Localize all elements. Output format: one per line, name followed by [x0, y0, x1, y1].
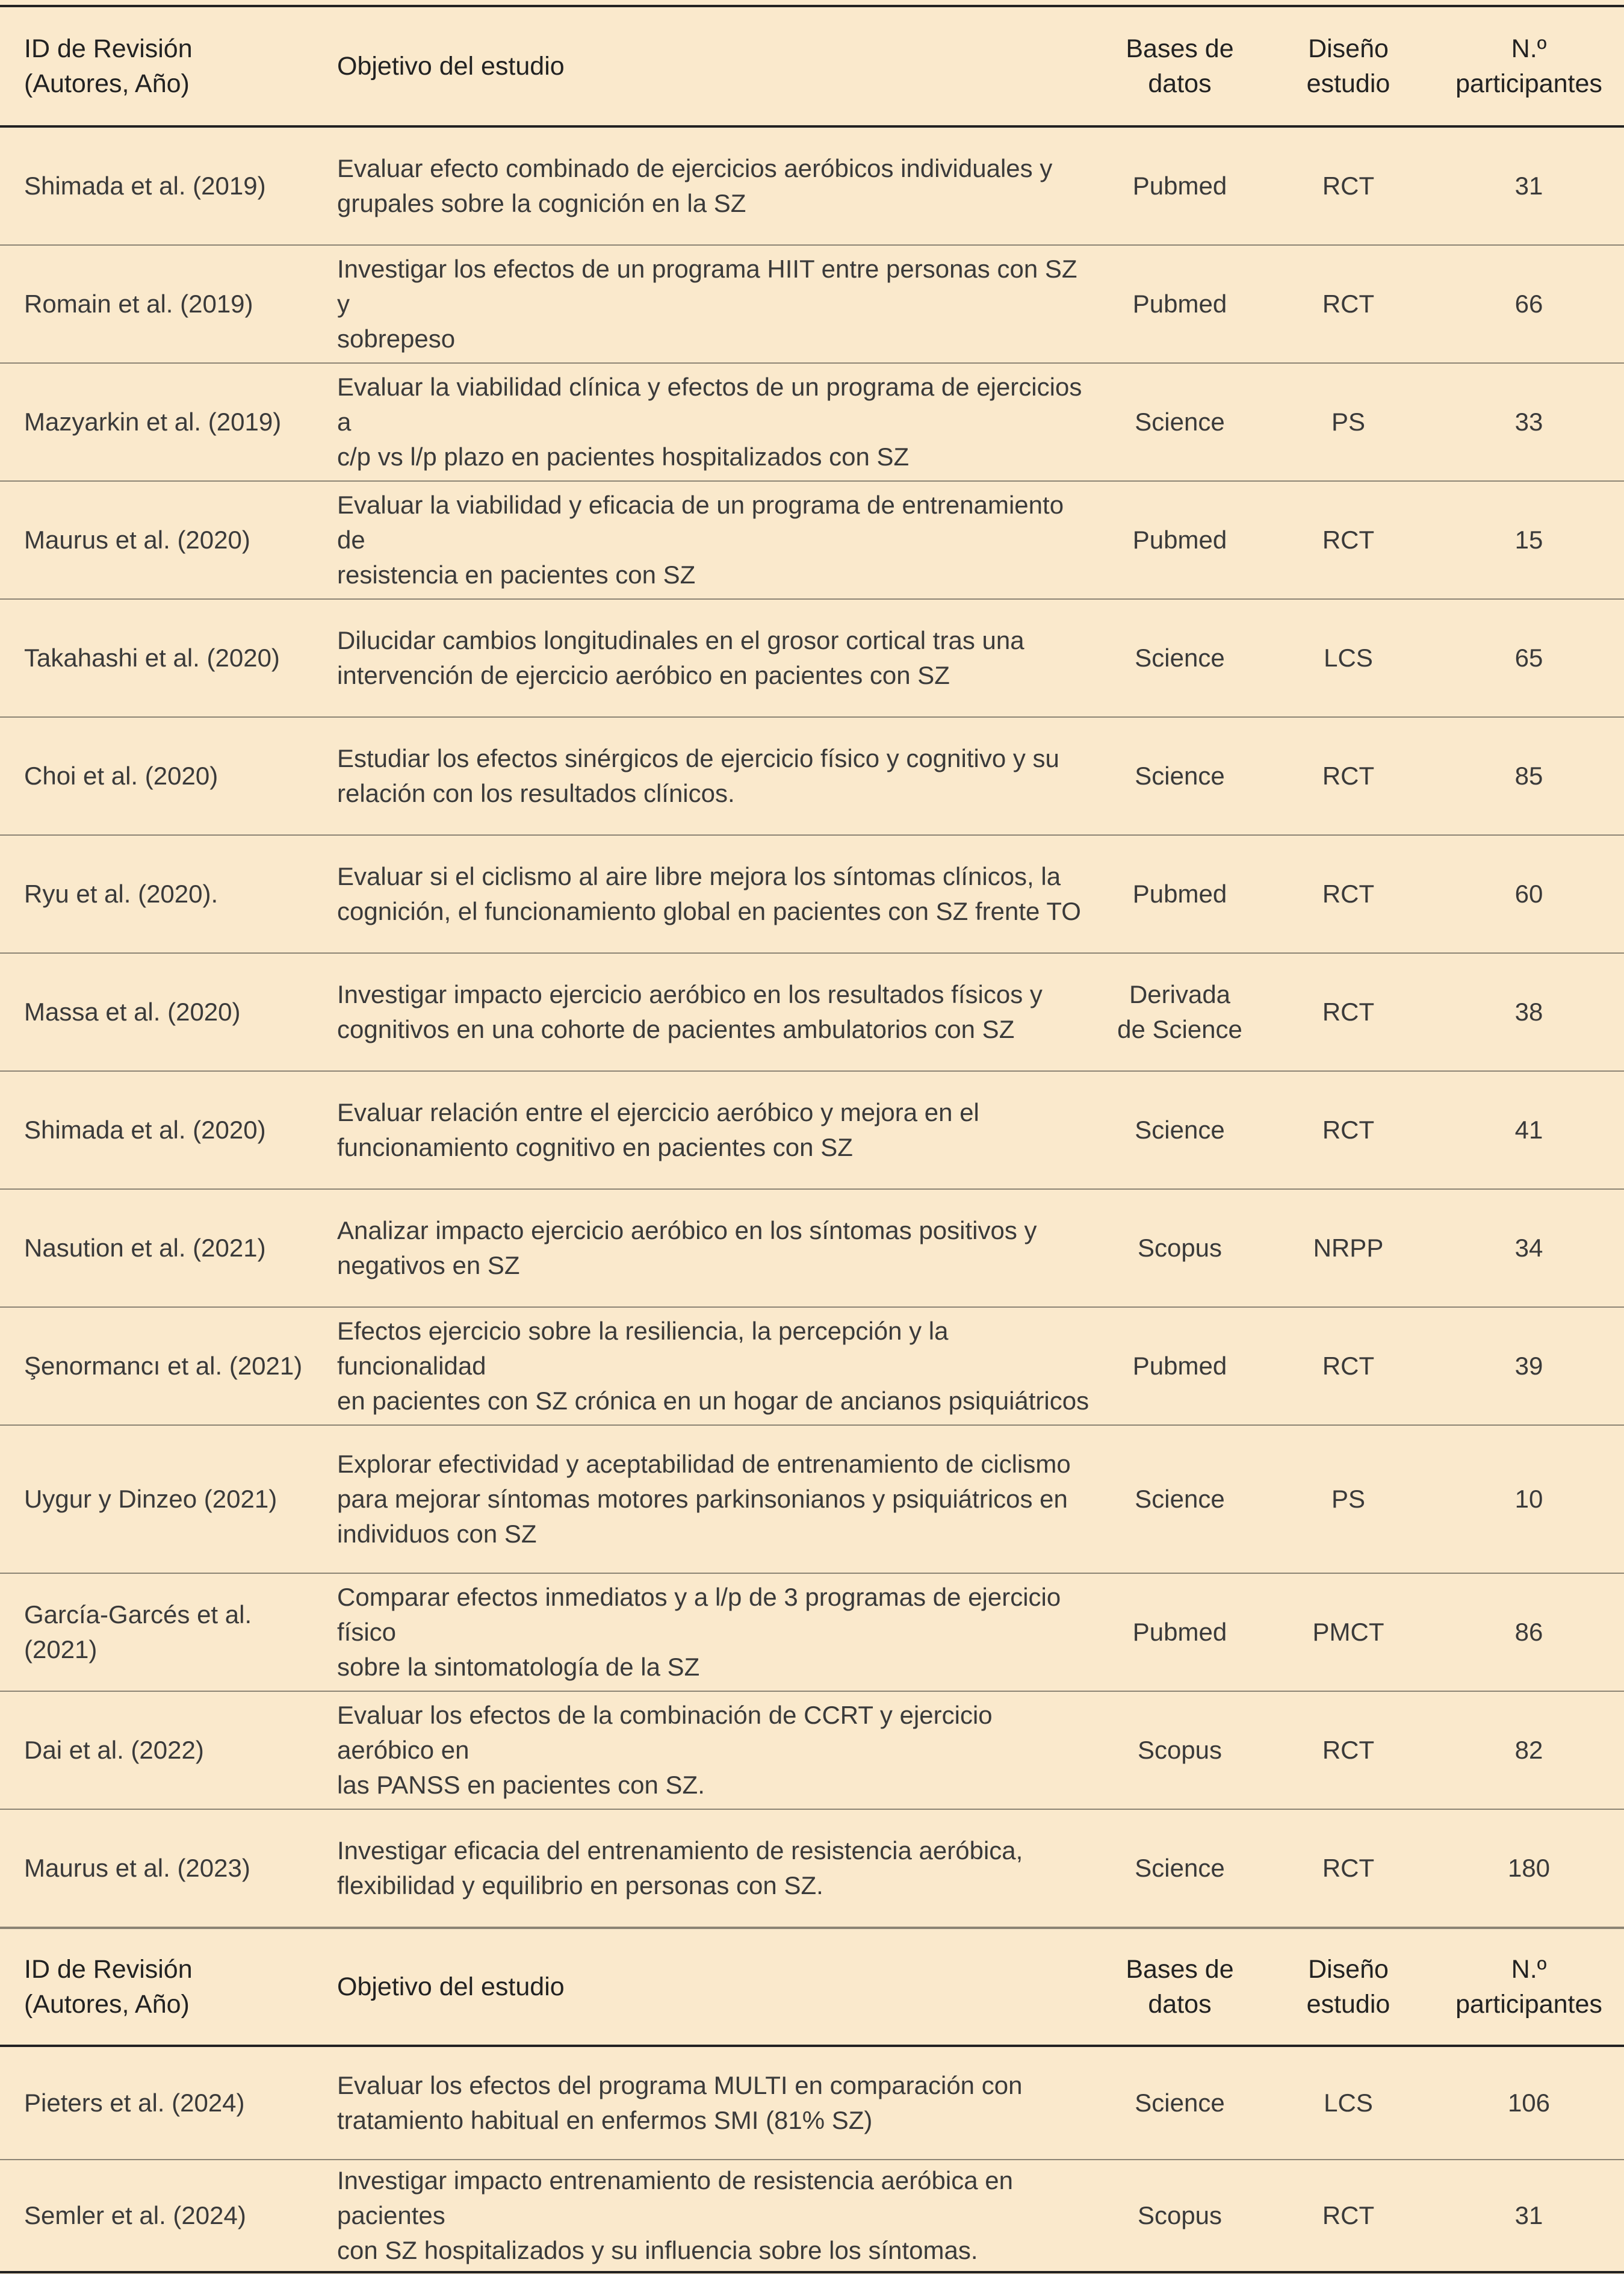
table-row	[0, 1692, 1624, 1810]
cell-databases: Science	[1135, 408, 1225, 436]
cell-participants: 85	[1514, 762, 1543, 790]
cell-design: NRPP	[1313, 1234, 1384, 1262]
cell-design: RCT	[1322, 2201, 1375, 2229]
cell-design: RCT	[1322, 1854, 1375, 1882]
header-id: ID de Revisión (Autores, Año)	[24, 1955, 193, 2019]
header-participants: N.º participantes	[1455, 1955, 1602, 2019]
table-row	[0, 1190, 1624, 1308]
cell-design: RCT	[1322, 1352, 1375, 1380]
cell-design: LCS	[1324, 644, 1373, 672]
cell-objective: Investigar impacto entrenamiento de resistencia aeróbica en pacientes con SZ hospitalizados y su influencia sobre los síntomas.	[337, 2166, 1013, 2264]
table-header-repeat	[0, 1928, 1624, 2047]
cell-design: RCT	[1322, 290, 1375, 318]
cell-databases: Science	[1135, 1854, 1225, 1882]
table-row	[0, 1308, 1624, 1426]
cell-id: Takahashi et al. (2020)	[24, 644, 280, 672]
header-databases: Bases de datos	[1126, 1955, 1234, 2019]
cell-design: RCT	[1322, 1736, 1375, 1764]
cell-objective: Investigar los efectos de un programa HIIT entre personas con SZ y sobrepeso	[337, 255, 1077, 353]
table-row	[0, 128, 1624, 246]
cell-objective: Evaluar relación entre el ejercicio aeróbico y mejora en el funcionamiento cognitivo en pacientes con SZ	[337, 1098, 979, 1161]
cell-objective: Dilucidar cambios longitudinales en el grosor cortical tras una intervención de ejercicio aeróbico en pacientes con SZ	[337, 626, 1024, 689]
cell-design: RCT	[1322, 880, 1375, 908]
cell-databases: Science	[1135, 644, 1225, 672]
cell-participants: 106	[1507, 2089, 1551, 2117]
cell-databases: Science	[1135, 762, 1225, 790]
cell-design: RCT	[1322, 526, 1375, 554]
cell-objective: Comparar efectos inmediatos y a l/p de 3 programas de ejercicio físico sobre la sintomatología de la SZ	[337, 1583, 1061, 1681]
cell-participants: 66	[1514, 290, 1543, 318]
cell-id: Uygur y Dinzeo (2021)	[24, 1485, 277, 1513]
cell-id: Maurus et al. (2023)	[24, 1854, 250, 1882]
cell-id: Shimada et al. (2019)	[24, 172, 266, 200]
table-row	[0, 2047, 1624, 2160]
cell-databases: Scopus	[1137, 1234, 1223, 1262]
cell-id: Massa et al. (2020)	[24, 998, 241, 1026]
cell-objective: Evaluar los efectos de la combinación de CCRT y ejercicio aeróbico en las PANSS en pacientes con SZ.	[337, 1701, 993, 1799]
header-participants: N.º participantes	[1455, 34, 1602, 98]
cell-objective: Evaluar la viabilidad y eficacia de un programa de entrenamiento de resistencia en pacientes con SZ	[337, 491, 1064, 589]
cell-databases: Pubmed	[1132, 172, 1227, 200]
cell-id: Semler et al. (2024)	[24, 2201, 246, 2229]
cell-design: RCT	[1322, 1116, 1375, 1144]
cell-participants: 39	[1514, 1352, 1543, 1380]
table-row	[0, 364, 1624, 482]
cell-id: Romain et al. (2019)	[24, 290, 253, 318]
table-row	[0, 1810, 1624, 1928]
cell-participants: 33	[1514, 408, 1543, 436]
cell-participants: 10	[1514, 1485, 1543, 1513]
cell-participants: 86	[1514, 1618, 1543, 1646]
cell-objective: Evaluar efecto combinado de ejercicios aeróbicos individuales y grupales sobre la cognición en la SZ	[337, 154, 1053, 217]
cell-objective: Explorar efectividad y aceptabilidad de entrenamiento de ciclismo para mejorar síntomas motores parkinsonianos y psiquiátricos en individuos con SZ	[337, 1450, 1071, 1548]
cell-design: PS	[1331, 1485, 1366, 1513]
cell-databases: Pubmed	[1132, 1352, 1227, 1380]
cell-databases: Science	[1135, 1485, 1225, 1513]
cell-participants: 31	[1514, 2201, 1543, 2229]
cell-databases: Pubmed	[1132, 1618, 1227, 1646]
table-header	[0, 5, 1624, 128]
table-row	[0, 2160, 1624, 2273]
table-row	[0, 836, 1624, 954]
cell-objective: Estudiar los efectos sinérgicos de ejercicio físico y cognitivo y su relación con los resultados clínicos.	[337, 744, 1059, 807]
cell-id: Maurus et al. (2020)	[24, 526, 250, 554]
cell-databases: Science	[1135, 1116, 1225, 1144]
cell-participants: 180	[1507, 1854, 1551, 1882]
cell-participants: 38	[1514, 998, 1543, 1026]
header-objective: Objetivo del estudio	[337, 1972, 565, 2001]
cell-databases: Pubmed	[1132, 880, 1227, 908]
cell-participants: 60	[1514, 880, 1543, 908]
cell-design: RCT	[1322, 998, 1375, 1026]
cell-databases: Science	[1135, 2089, 1225, 2117]
cell-participants: 34	[1514, 1234, 1543, 1262]
cell-id: Pieters et al. (2024)	[24, 2089, 245, 2117]
cell-id: Ryu et al. (2020).	[24, 880, 218, 908]
cell-databases: Scopus	[1137, 2201, 1223, 2229]
cell-participants: 41	[1514, 1116, 1543, 1144]
cell-objective: Efectos ejercicio sobre la resiliencia, la percepción y la funcionalidad en pacientes con SZ crónica en un hogar de ancianos psiquiátricos	[337, 1317, 1089, 1415]
cell-design: PS	[1331, 408, 1366, 436]
table-row	[0, 1072, 1624, 1190]
cell-databases: Derivada de Science	[1117, 980, 1242, 1043]
cell-databases: Pubmed	[1132, 290, 1227, 318]
cell-design: LCS	[1324, 2089, 1373, 2117]
header-design: Diseño estudio	[1306, 1955, 1390, 2019]
header-id: ID de Revisión (Autores, Año)	[24, 34, 193, 98]
cell-objective: Investigar impacto ejercicio aeróbico en los resultados físicos y cognitivos en una cohorte de pacientes ambulatorios con SZ	[337, 980, 1043, 1043]
header-databases: Bases de datos	[1126, 34, 1234, 98]
cell-objective: Analizar impacto ejercicio aeróbico en los síntomas positivos y negativos en SZ	[337, 1216, 1037, 1279]
header-objective: Objetivo del estudio	[337, 52, 565, 81]
cell-participants: 31	[1514, 172, 1543, 200]
cell-design: RCT	[1322, 172, 1375, 200]
table-row	[0, 600, 1624, 718]
cell-databases: Scopus	[1137, 1736, 1223, 1764]
cell-id: Nasution et al. (2021)	[24, 1234, 266, 1262]
table-row	[0, 482, 1624, 600]
cell-design: RCT	[1322, 762, 1375, 790]
header-design: Diseño estudio	[1306, 34, 1390, 98]
cell-objective: Evaluar la viabilidad clínica y efectos de un programa de ejercicios a c/p vs l/p plazo en pacientes hospitalizados con SZ	[337, 373, 1082, 471]
studies-table	[0, 5, 1624, 2273]
cell-id: Dai et al. (2022)	[24, 1736, 204, 1764]
cell-objective: Investigar eficacia del entrenamiento de resistencia aeróbica, flexibilidad y equilibrio en personas con SZ.	[337, 1836, 1023, 1900]
cell-id: Mazyarkin et al. (2019)	[24, 408, 282, 436]
cell-participants: 15	[1514, 526, 1543, 554]
cell-objective: Evaluar si el ciclismo al aire libre mejora los síntomas clínicos, la cognición, el funcionamiento global en pacientes con SZ frente TO	[337, 862, 1081, 925]
cell-databases: Pubmed	[1132, 526, 1227, 554]
table-row	[0, 718, 1624, 836]
cell-id: Şenormancı et al. (2021)	[24, 1352, 303, 1380]
cell-design: PMCT	[1312, 1618, 1384, 1646]
cell-objective: Evaluar los efectos del programa MULTI en comparación con tratamiento habitual en enfermos SMI (81% SZ)	[337, 2071, 1023, 2134]
table-row	[0, 246, 1624, 364]
cell-participants: 82	[1514, 1736, 1543, 1764]
table-row	[0, 1426, 1624, 1574]
cell-id: García-Garcés et al. (2021)	[24, 1600, 252, 1664]
table-row	[0, 954, 1624, 1072]
cell-participants: 65	[1514, 644, 1543, 672]
cell-id: Shimada et al. (2020)	[24, 1116, 266, 1144]
table-row	[0, 1574, 1624, 1692]
cell-id: Choi et al. (2020)	[24, 762, 218, 790]
